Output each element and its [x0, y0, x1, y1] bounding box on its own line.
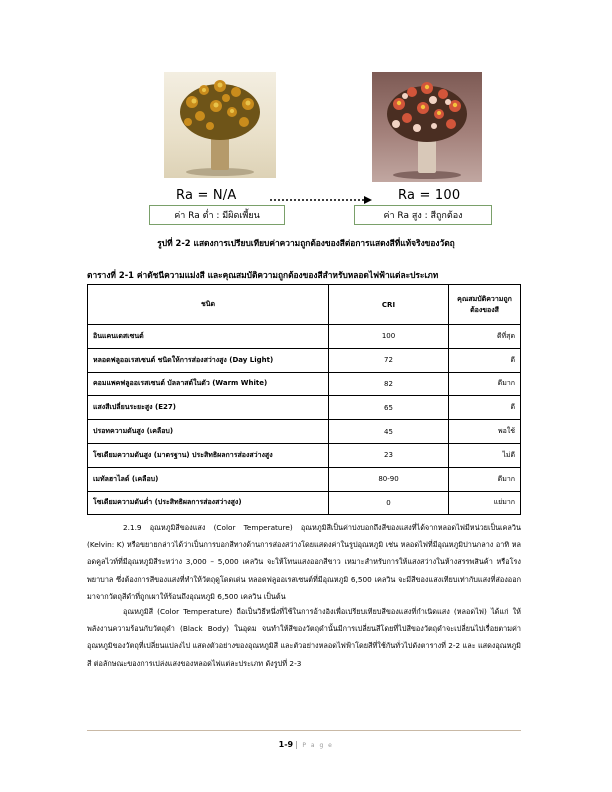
low-cri-caption-box	[149, 205, 285, 225]
row-type: คอมแพคฟลูออเรสเซนต์ บัลลาสต์ในตัว (Warm White)	[88, 372, 329, 396]
row-quality: ดีมาก	[449, 467, 521, 491]
row-cri: 45	[329, 420, 449, 444]
high-cri-caption-text: ค่า Ra สูง : สีถูกต้อง	[383, 211, 463, 221]
table-row	[88, 443, 521, 467]
color-temperature-definition-paragraph: อุณหภูมิสี (Color Temperature) ถือเป็นวิธีหนึ่งที่ใช้ในการอ้างอิงเพื่อเปรียบเทียบสีของแสงที่กำเนิดแสง (หลอดไฟ) ได้แก่ ให้พลังงานความร้อนกับวัตถุดำ (Black Body) ในอุดม จนทำให้สีของวัตถุดำนั้นมีการเปลี่ยนสีโดยที่ไปสีของวัตถุดำจะเปลี่ยนไปเรื่อยตามค่าอุณหภูมิของวัตถุที่เปลี่ยนแปลงไป แสดงตัวอย่างของอุณหภูมิสี และตัวอย่างหลอดไฟฟ้าโดยสีที่ใช้กันทั่วไปดังตารางที่ 2-2 และ แสดงอุณหภูมิสี ต่อลักษณะของการเปล่งแสงของหลอดไฟแต่ละประเภท ดังรูปที่ 2-3	[87, 607, 521, 668]
table-title: ตารางที่ 2-1 ค่าดัชนีความแม่งสี และคุณสมบัติความถูกต้องของสีสำหรับหลอดไฟฟ้าแต่ละประเภท	[87, 270, 439, 280]
dotted-arrow	[268, 196, 372, 204]
row-type: ปรอทความดันสูง (เคลือบ)	[88, 420, 329, 444]
row-cri: 0	[329, 491, 449, 515]
high-cri-caption-box	[354, 205, 492, 225]
header-cri: CRI	[329, 285, 449, 325]
row-type: เมทัลฮาไลด์ (เคลือบ)	[88, 467, 329, 491]
table-row	[88, 325, 521, 349]
table-row	[88, 348, 521, 372]
row-type: โซเดียมความดันสูง (มาตรฐาน) ประสิทธิผลการส่องสว่างสูง	[88, 443, 329, 467]
row-quality: ดี	[449, 396, 521, 420]
row-cri: 80-90	[329, 467, 449, 491]
row-type: แสงสีเปลี่ยนระยะสูง (E27)	[88, 396, 329, 420]
cri-table	[87, 284, 521, 515]
table-header-row	[88, 285, 521, 325]
figure-caption: รูปที่ 2-2 แสดงการเปรียบเทียบค่าความถูกต้องของสีต่อการแสดงสีที่แท้จริงของวัตถุ	[157, 238, 455, 248]
row-quality: ไม่ดี	[449, 443, 521, 467]
header-type: ชนิด	[88, 285, 329, 325]
page-footer	[0, 740, 612, 749]
page-number: 1-9	[278, 740, 294, 749]
header-quality: คุณสมบัติความถูกต้องของสี	[449, 285, 521, 325]
right-ra-label: Ra = 100	[398, 188, 461, 203]
row-cri: 23	[329, 443, 449, 467]
row-quality: ดีที่สุด	[449, 325, 521, 349]
footer-separator: |	[295, 740, 298, 749]
row-quality: ดีมาก	[449, 372, 521, 396]
low-cri-caption-text: ค่า Ra ต่ำ : มีผิดเพี้ยน	[174, 211, 260, 221]
row-type: หลอดฟลูออเรสเซนต์ ชนิดให้การส่องสว่างสูง (Day Light)	[88, 348, 329, 372]
table-row	[88, 491, 521, 515]
footer-divider	[87, 730, 521, 731]
flower-bouquet-high-cri-photo	[372, 72, 482, 182]
flower-bouquet-low-cri-photo	[164, 72, 276, 178]
table-row	[88, 396, 521, 420]
row-cri: 82	[329, 372, 449, 396]
row-type: อินแคนเดสเซนต์	[88, 325, 329, 349]
row-cri: 72	[329, 348, 449, 372]
table-row	[88, 420, 521, 444]
row-quality: แย่มาก	[449, 491, 521, 515]
row-cri: 65	[329, 396, 449, 420]
row-quality: พอใช้	[449, 420, 521, 444]
row-type: โซเดียมความดันต่ำ (ประสิทธิผลการส่องสว่างสูง)	[88, 491, 329, 515]
page-word: P a g e	[302, 742, 334, 749]
table-row	[88, 372, 521, 396]
table-row	[88, 467, 521, 491]
row-quality: ดี	[449, 348, 521, 372]
row-cri: 100	[329, 325, 449, 349]
left-ra-label: Ra = N/A	[176, 188, 237, 203]
color-temperature-paragraph: 2.1.9 อุณหภูมิสีของแสง (Color Temperature) อุณหภูมิสีเป็นค่าบ่งบอกถึงสีของแสงที่ได้จากหลอดไฟมีหน่วยเป็นเคลวิน (Kelvin: K) หรือขยายกล่าวได้ว่าเป็นการบอกสีทางด้านการส่องสว่างโดยแสดงค่าในรูปอุณหภูมิ เช่น หลอดไฟที่มีอุณหภูมิปานกลาง อาทิ หลอดคูลไวท์ที่มีอุณหภูมิสีระหว่าง 3,000 – 5,000 เคลวิน จะให้โทนแสงออกสีขาว เหมาะสำหรับการให้แสงสว่างในห้างสรรพสินค้า หรือโรงพยาบาล ซึ่งต้องการสีของแสงที่ทำให้วัตถุดูโดดเด่น หลอดฟลูออเรสเซนต์ที่มีอุณหภูมิ 6,500 เคลวิน จะมีสีของแสงเทียบเท่ากับแสงที่ส่องออกมาจากวัตถุสีดำที่ถูกเผาให้ร้อนถึงอุณหภูมิ 6,500 เคลวิน เป็นต้น	[87, 523, 521, 601]
